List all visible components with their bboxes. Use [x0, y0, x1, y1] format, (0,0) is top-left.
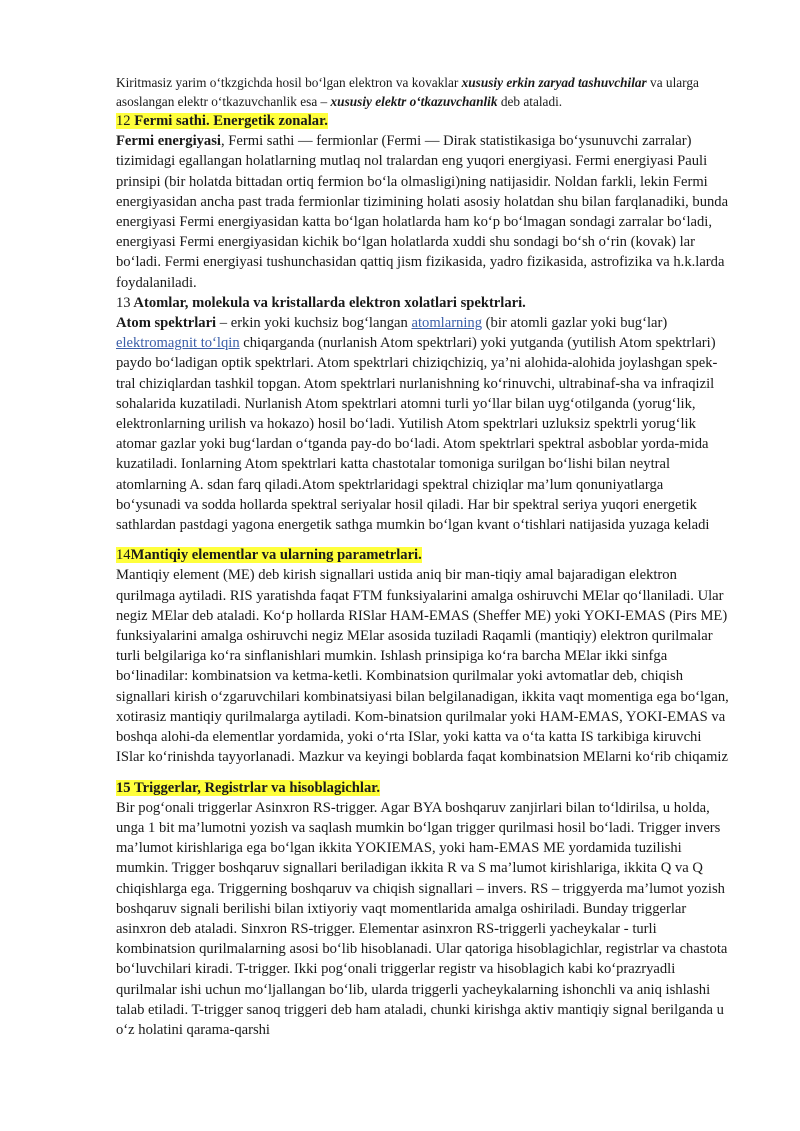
section-number: 13	[116, 294, 131, 311]
intro-text: va ularga asoslangan elektr o‘tkazuvchanlik esa –	[116, 75, 699, 109]
section-title: Atomlar, molekula va kristallarda elektron xolatlari spektrlari.	[130, 294, 526, 311]
section-12-heading	[116, 111, 730, 131]
paragraph-text: chiqarganda (nurlanish Atom spektrlari) yoki yutganda (yutilish Atom spektrlari) paydo bo‘ladigan optik spektrlari. Atom spektrlari chiziqchiziq, ya’ni alohida-alohida joylashgan spek-tral chiziqlardan tashkil topgan. Atom spektrlari nurlanishning ko‘rinuvchi, ultrabinaf-sha va infraqizil sohalarida kuzatiladi. Nurlanish Atom spektrlari atomni turli yo‘llar bilan uyg‘otilganda (yorug‘lik, elektronlarning urilish va hokazo) hosil bo‘ladi. Yutilish Atom spektrlari uzluksiz spektrli yorug‘lik atomar gazlar yoki bug‘lardan o‘tganda pay-do bo‘ladi. Atom spektrlari spektral asboblar yorda-mida kuzatiladi. Ionlarning Atom spektrlari katta chastotalar tomoniga surilgan bo‘lishi bilan neytral atomlarning A. sdan farq qiladi.Atom spektrlaridagi spektral chiziqlar ma’lum qonuniyatlarga bo‘ysunadi va sodda hollarda spektral seriyalar hosil qiladi. Har bir spektral seriya yuqori energetik sathlardan pastdagi yagona energetik sathga mumkin bo‘lgan kvant o‘tishlari natijasida yuzaga keladi	[116, 335, 718, 534]
section-title: Mantiqiy elementlar va ularning parametrlari.	[130, 547, 422, 564]
intro-paragraph	[116, 74, 730, 111]
intro-term-conductivity: xususiy elektr o‘tkazuvchanlik	[330, 93, 498, 109]
paragraph-text: – erkin yoki kuchsiz bog‘langan	[216, 315, 412, 332]
paragraph-text: (bir atomli gazlar yoki bug‘lar)	[482, 315, 668, 332]
term-fermi-energy: Fermi energiyasi	[116, 133, 221, 150]
section-13-heading	[116, 293, 730, 313]
document-page	[116, 74, 730, 1040]
section-number: 12	[116, 113, 131, 129]
section-15-paragraph: Bir pog‘onali triggerlar Asinxron RS-trigger. Agar BYA boshqaruv zanjirlari bilan to‘ldirilsa, u holda, unga 1 bit ma’lumotni yozish va saqlash mumkin bo‘lgan trigger qurilmasi hosil bo‘ladi. Trigger invers ma’lumot kirishlariga ega bo‘lgan ikkita YOKIEMAS, yoki ham-EMAS ME yordamida tuzilishi mumkin. Trigger boshqaruv signallari beriladigan ikkita R va S ma’lumot kirishlariga, ikkita Q va Q chiqishlarga ega. Triggerning boshqaruv va chiqish signallari – invers. RS – triggyerda ma’lumot yozish boshqaruv signali berilishi bilan ixtiyoriy vaqt momentlarida amalga oshiriladi. Bunday triggerlar asinxron deb ataladi. Sinxron RS-trigger. Elementar asinxron RS-triggerli yacheykalar - turli kombinatsion qurilmalarning asosi bo‘lib hisoblanadi. Ular qatoriga hisoblagichlar, registrlar va chastota bo‘luvchilari kiradi. T-trigger. Ikki pog‘onali triggerlar registr va hisoblagich kabi ko‘prazryadli qurilmalar ishi uchun mo‘ljallangan bo‘lib, ularda triggerli yacheykalarning ishonchli va aniq ishlashi talab etiladi. T-trigger sanoq triggeri deb ham ataladi, chunki kirishga aktiv mantiqiy signal berilganda u o‘z holatini qarama-qarshi	[116, 799, 728, 1038]
intro-text: deb ataladi.	[497, 93, 563, 109]
section-title: Fermi sathi. Energetik zonalar.	[130, 113, 328, 129]
link-electromagnetic-wave[interactable]: elektromagnit to‘lqin	[116, 335, 240, 352]
section-number: 14	[116, 547, 131, 564]
paragraph-text: , Fermi sathi — fermionlar (Fermi — Dirak statistikasiga bo‘ysunuvchi zarralar) tizimidagi egallangan holatlarning mutlaq nol tralardan eng yuqori energiyasi. Fermi energiyasi Pauli prinsipi (bir holatda bittadan ortiq fermion bo‘la olmasligi)ning natijasidir. Noldan farkli, lekin Fermi energiyasidan ancha past trada fermionlar tizimining holati asosiy holatdan shu bilan farqlanadiki, bunda energiyasi Fermi energiyasidan katta bo‘lgan holatlarda ham ko‘p bo‘lmagan sondagi zarralar bo‘ladi, energiyasi Fermi energiyasidan kichik bo‘lgan holatlarda xuddi shu sondagi bo‘sh o‘rin (kovak) lar bo‘ladi. Fermi energiyasi tushunchasidan qattiq jism fizikasida, yadro fizikasida, astrofizika va h.k.larda foydalaniladi.	[116, 133, 729, 291]
section-15-heading	[116, 778, 730, 798]
intro-text: Kiritmasiz yarim o‘tkzgichda hosil bo‘lgan elektron va kovaklar	[116, 75, 462, 90]
link-atoms[interactable]: atomlarning	[411, 315, 483, 332]
section-number: 15	[116, 779, 131, 796]
section-13-paragraph	[116, 313, 730, 535]
section-14-heading	[116, 545, 730, 565]
intro-term-carriers: xususiy erkin zaryad tashuvchilar	[461, 75, 647, 90]
section-title: Triggerlar, Registrlar va hisoblagichlar.	[130, 779, 381, 796]
term-atom-spectra: Atom spektrlari	[116, 315, 217, 332]
section-12-paragraph	[116, 131, 730, 293]
section-14-paragraph: Mantiqiy element (ME) deb kirish signallari ustida aniq bir man-tiqiy amal bajaradigan elektron qurilmaga aytiladi. RIS yaratishda faqat FTM funksiyalarini amalga oshiruvchi MElar qo‘llaniladi. Ular negiz MElar deb ataladi. Ko‘p hollarda RISlar HAM-EMAS (Sheffer ME) yoki YOKI-EMAS (Pirs ME) funksiyalarini amalga oshiruvchi negiz MElar asosida tuziladi Raqamli (mantiqiy) elektron qurilmalar turli belgilariga ko‘ra sinflanishlari mumkin. Ishlash prinsipiga ko‘ra barcha MElar ikki sinfga bo‘linadilar: kombinatsion va ketma-ketli. Kombinatsion qurilmalar yoki avtomatlar deb, chiqish signallari kirish o‘zgaruvchilari kombinatsiyasi bilan belgilanadigan, ikkita vaqt momentiga ega bo‘lgan, xotirasiz mantiqiy qurilmalarga aytiladi. Kom-binatsion qurilmalar yoki HAM-EMAS, YOKI-EMAS va boshqa alohi-da elementlar yordamida, yoki o‘rta ISlar, yoki katta va o‘ta katta IS tarkibiga kiruvchi ISlar ko‘rinishda tayyorlanadi. Mazkur va keyingi boblarda faqat kombinatsion MElarni ko‘rib chiqamiz	[116, 567, 729, 766]
